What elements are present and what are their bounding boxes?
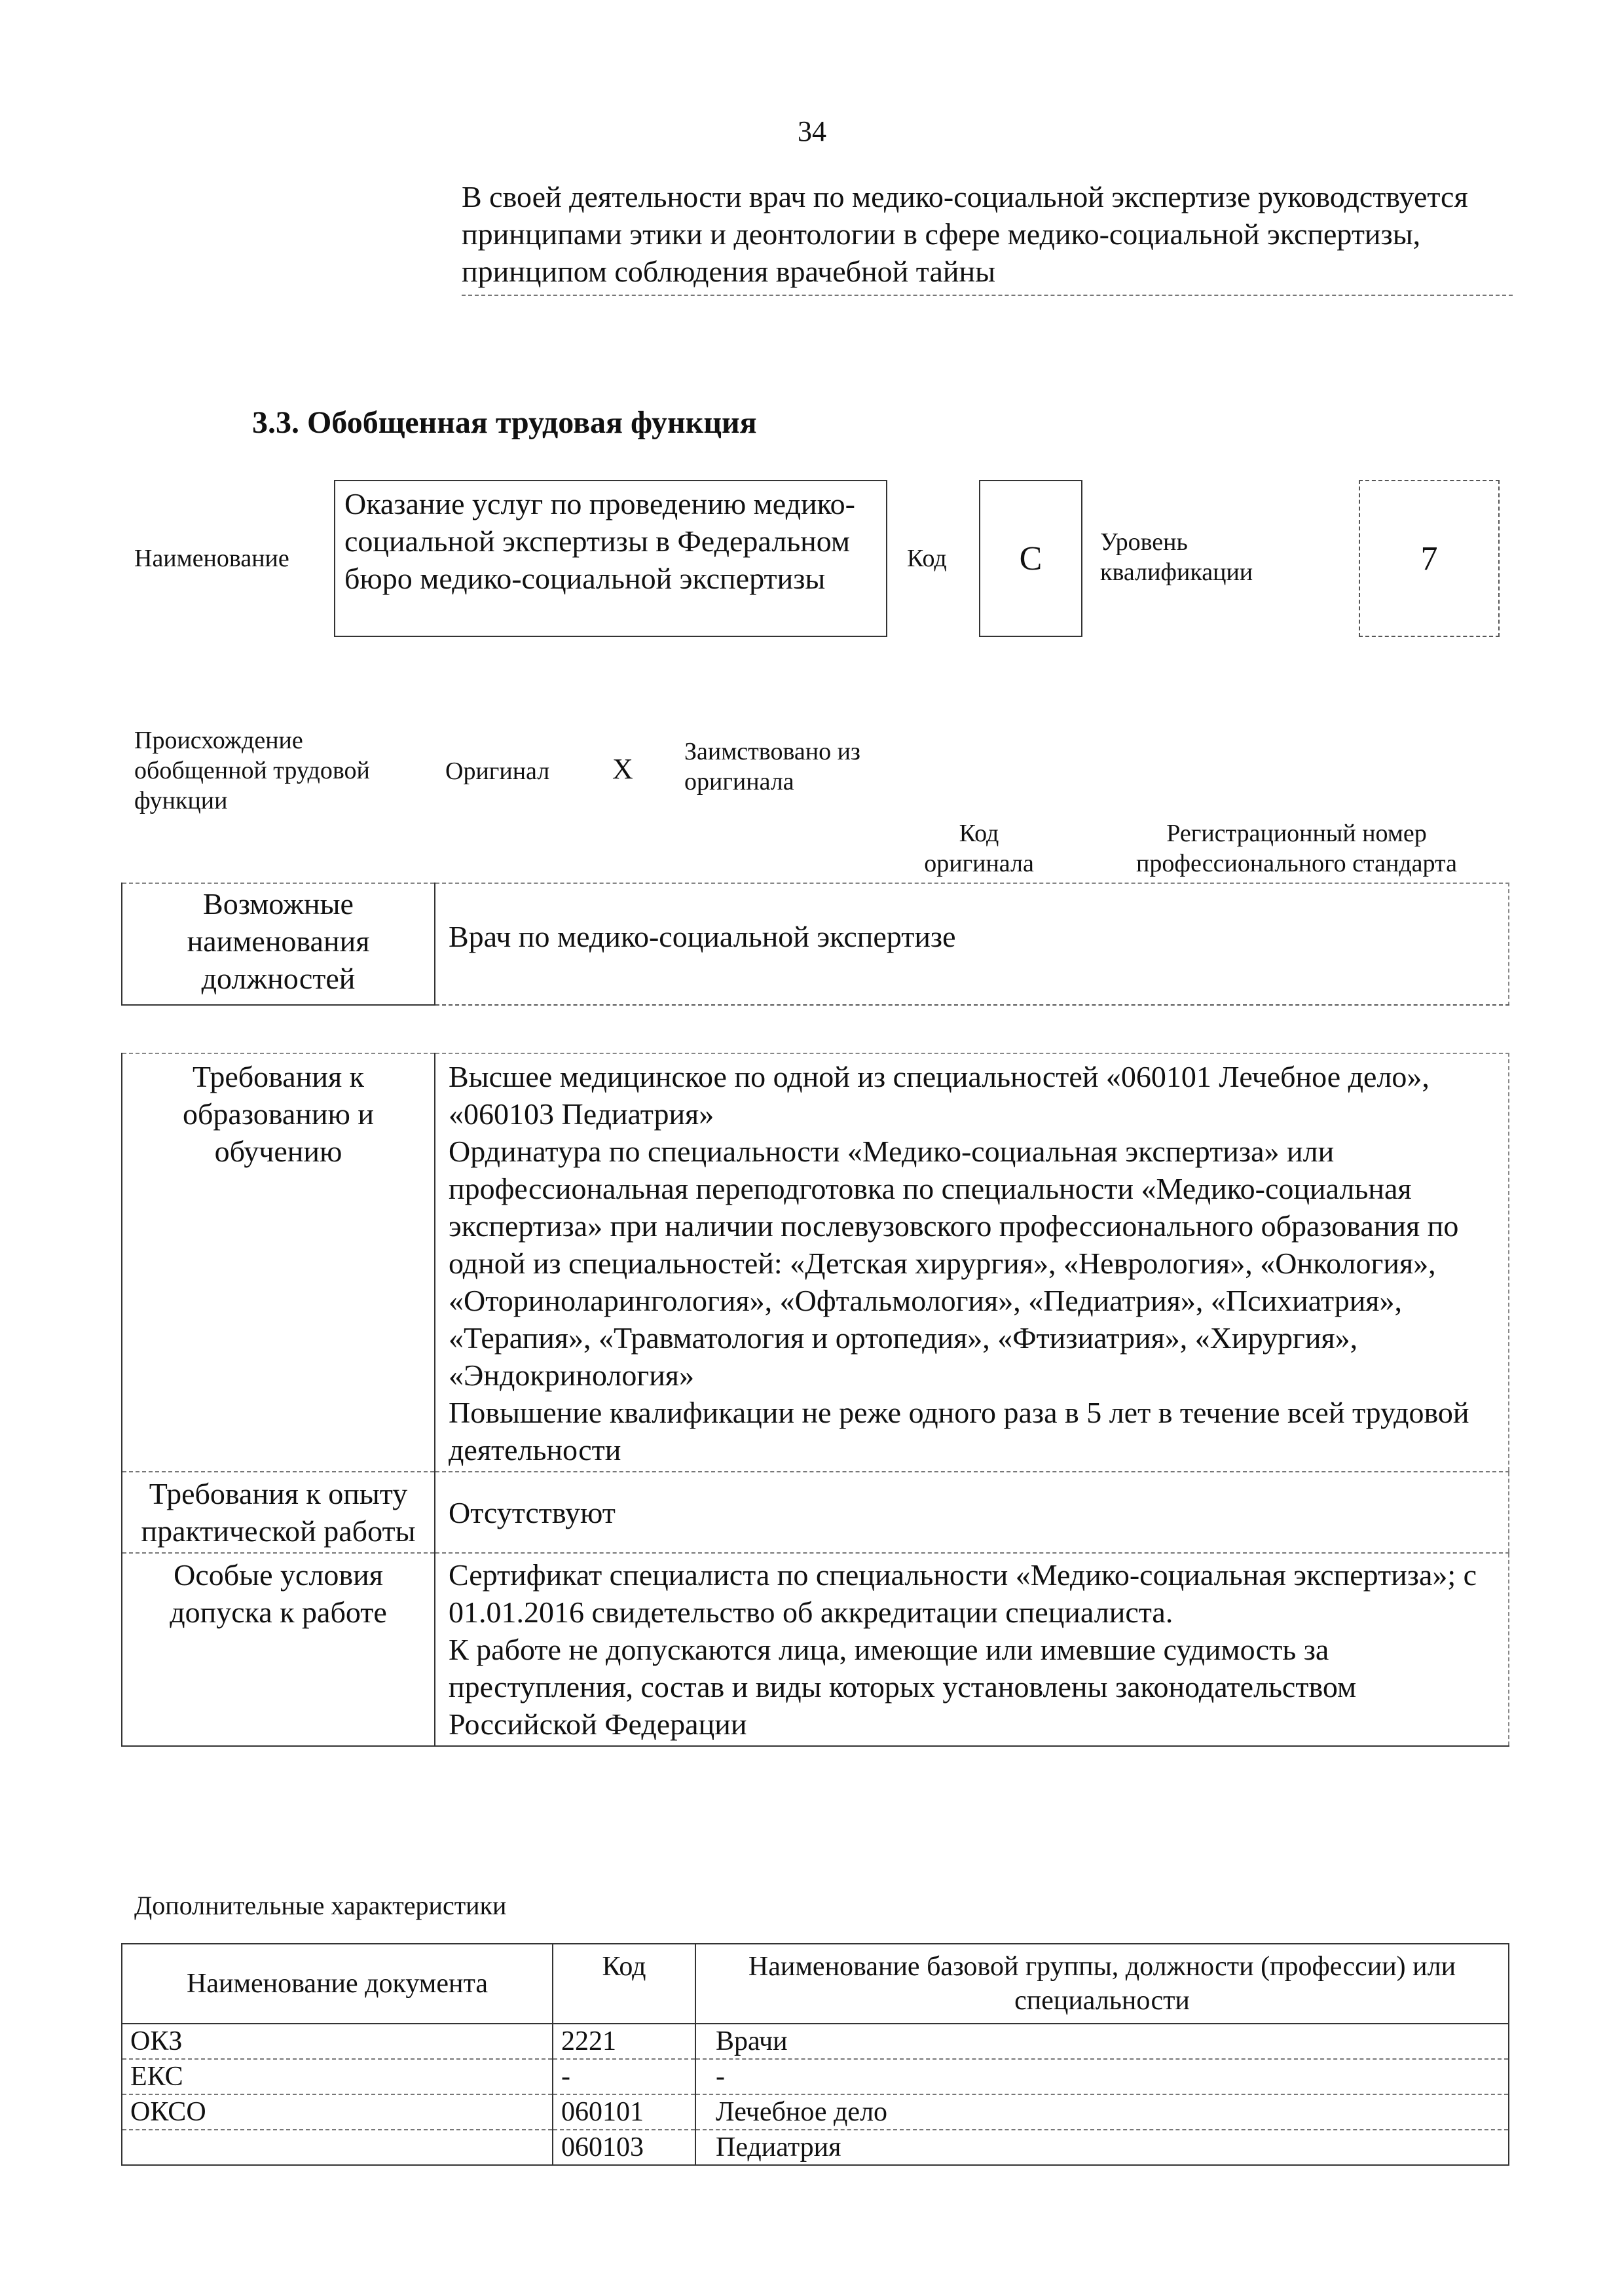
cell-document: [122, 2130, 553, 2165]
conditions-value: [435, 1553, 1509, 1746]
table-row: [122, 1053, 1509, 1472]
conditions-label: Особые условия допуска к работе: [122, 1553, 435, 1746]
positions-value: Врач по медико-социальной экспертизе: [435, 883, 1509, 1005]
cell-code: 060103: [553, 2130, 695, 2165]
table-row: [122, 1472, 1509, 1553]
education-label: Требования к образованию и обучению: [122, 1053, 435, 1472]
cell-document: ОКСО: [122, 2094, 553, 2130]
function-name-box: Оказание услуг по проведению медико-социальной экспертизы в Федеральном бюро медико-социальной экспертизы: [334, 480, 887, 637]
education-line: Высшее медицинское по одной из специальностей «060101 Лечебное дело», «060103 Педиатрия»: [449, 1060, 1430, 1131]
page-number: 34: [798, 115, 826, 147]
cell-group: Лечебное дело: [695, 2094, 1509, 2130]
education-line: Ординатура по специальности «Медико-социальная экспертиза» или профессиональная переподготовка по специальности «Медико-социальная экспертиза» при наличии послевузовского профессионального образования по одной из специальностей: «Детская хирургия», «Неврология», «Онкология», «Оториноларингология», «Офтальмология», «Педиатрия», «Психиатрия», «Терапия», «Травматология и ортопедия», «Фтизиатрия», «Хирургия», «Эндокринология»: [449, 1135, 1459, 1392]
cell-document: ОКЗ: [122, 2024, 553, 2059]
table-row: [122, 2024, 1509, 2059]
section-title: 3.3. Обобщенная трудовая функция: [252, 405, 757, 440]
header-code: Код: [553, 1944, 695, 2024]
table-header-row: [122, 1944, 1509, 2024]
cell-code: 2221: [553, 2024, 695, 2059]
reg-number-label: Регистрационный номер профессионального стандарта: [1136, 820, 1457, 877]
positions-label: Возможные наименования должностей: [122, 883, 435, 1005]
conditions-line: К работе не допускаются лица, имеющие или имевшие судимость за преступления, состав и виды которых установлены законодательством Российской Федерации: [449, 1633, 1357, 1741]
code-original-label: Код оригинала: [924, 820, 1034, 877]
additional-title: Дополнительные характеристики: [134, 1891, 507, 1920]
original-label: Оригинал: [445, 757, 550, 785]
code-value-box: C: [979, 480, 1082, 637]
origin-label: Происхождение обобщенной трудовой функции: [134, 727, 370, 814]
code-label: Код: [907, 545, 947, 572]
experience-value: [435, 1472, 1509, 1553]
education-value: [435, 1053, 1509, 1472]
table-row: [122, 2059, 1509, 2094]
header-document: Наименование документа: [122, 1944, 553, 2024]
table-row: [122, 883, 1509, 1005]
experience-label: Требования к опыту практической работы: [122, 1472, 435, 1553]
cell-code: -: [553, 2059, 695, 2094]
additional-table: [121, 1943, 1509, 2166]
cell-group: -: [695, 2059, 1509, 2094]
level-value-box: 7: [1359, 480, 1500, 637]
requirements-table: [121, 1053, 1509, 1747]
experience-line: Отсутствуют: [449, 1495, 616, 1529]
cell-group: Врачи: [695, 2024, 1509, 2059]
cell-code: 060101: [553, 2094, 695, 2130]
table-row: [122, 1553, 1509, 1746]
positions-table: [121, 883, 1509, 1006]
cell-group: Педиатрия: [716, 2132, 841, 2162]
intro-paragraph: В своей деятельности врач по медико-социальной экспертизе руководствуется принципами этики и деонтологии в сфере медико-социальной экспертизы, принципом соблюдения врачебной тайны: [462, 180, 1468, 288]
borrowed-label: Заимствовано из оригинала: [684, 738, 860, 795]
intro-underline: [462, 295, 1513, 296]
table-row: [122, 2130, 1509, 2165]
level-label: Уровень квалификации: [1100, 528, 1253, 586]
header-group: Наименование базовой группы, должности (профессии) или специальности: [695, 1944, 1509, 2024]
original-mark: X: [612, 753, 633, 785]
conditions-line: Сертификат специалиста по специальности «Медико-социальная экспертиза»; с 01.01.2016 свидетельство об аккредитации специалиста.: [449, 1558, 1477, 1629]
cell-document: ЕКС: [122, 2059, 553, 2094]
table-row: [122, 2094, 1509, 2130]
name-label: Наименование: [134, 545, 289, 572]
education-line: Повышение квалификации не реже одного раза в 5 лет в течение всей трудовой деятельности: [449, 1396, 1469, 1467]
